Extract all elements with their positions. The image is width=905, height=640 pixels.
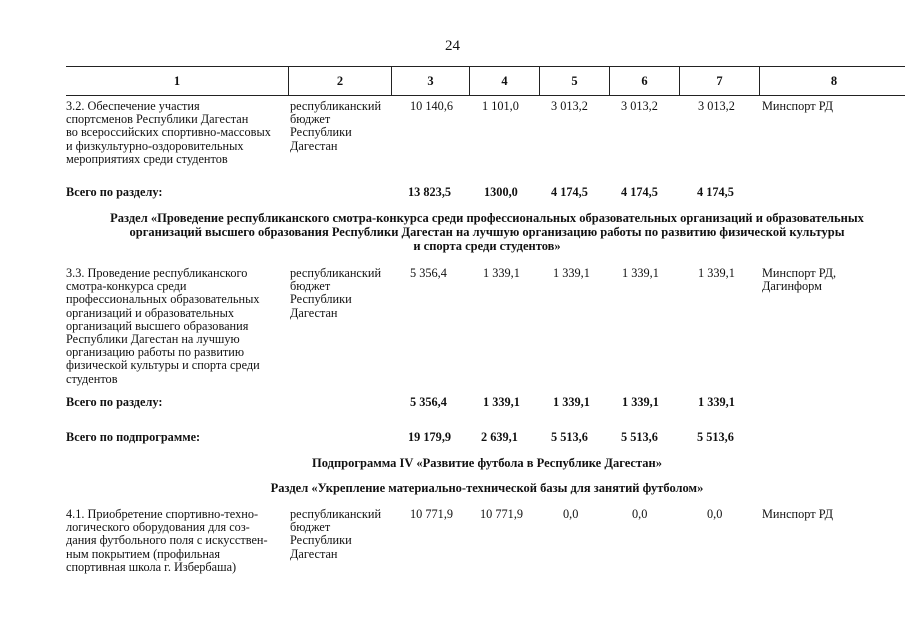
subprogram-total-col6: 5 513,6: [621, 430, 658, 444]
row-3-3-col4: 1 339,1: [483, 266, 520, 280]
section-total-2-col6: 1 339,1: [622, 395, 659, 409]
col-header-3: 3: [391, 67, 469, 95]
row-3-2-col7: 3 013,2: [698, 99, 735, 113]
col-header-8: 8: [759, 67, 905, 95]
section-total-col7: 4 174,5: [697, 185, 734, 199]
subprogram-title: Подпрограмма IV «Развитие футбола в Республике Дагестан»: [312, 456, 662, 470]
row-4-1-col5: 0,0: [563, 507, 579, 521]
row-4-1-col3: 10 771,9: [410, 507, 454, 521]
section-total-label: Всего по разделу:: [66, 185, 163, 199]
col-header-7: 7: [679, 67, 759, 95]
section-total-2-col5: 1 339,1: [553, 395, 590, 409]
row-3-2-col3: 10 140,6: [410, 99, 454, 113]
row-3-3-col6: 1 339,1: [622, 266, 659, 280]
row-3-2-col6: 3 013,2: [621, 99, 658, 113]
section-title-review: Раздел «Проведение республиканского смотра-конкурса среди профессиональных образовательных организаций и образовательных организаций высшего образования Республики Дагестан на лучшую организацию работы по развитию физической культуры и спорта среди студентов»: [110, 211, 864, 253]
row-3-2-source: республиканский бюджет Республики Дагестан: [290, 99, 382, 153]
row-3-2-executor: Минспорт РД: [762, 99, 834, 113]
col-header-1: 1: [173, 74, 181, 88]
row-4-1-executor: Минспорт РД: [762, 507, 834, 521]
col-header-5: 5: [539, 67, 609, 95]
row-3-3-col7: 1 339,1: [698, 266, 735, 280]
subprogram-total-col7: 5 513,6: [697, 430, 734, 444]
row-3-3-col5: 1 339,1: [553, 266, 590, 280]
row-3-2-col4: 1 101,0: [482, 99, 519, 113]
subprogram-total-col3: 19 179,9: [408, 430, 452, 444]
col-header-2: 2: [288, 67, 391, 95]
row-4-1-col6: 0,0: [632, 507, 648, 521]
row-3-3-executor: Минспорт РД, Дагинформ: [762, 266, 837, 294]
section-title-football: Раздел «Укрепление материально-технической базы для занятий футболом»: [270, 481, 704, 495]
section-total-2-col7: 1 339,1: [698, 395, 735, 409]
row-4-1-col4: 10 771,9: [480, 507, 524, 521]
section-total-2-col3: 5 356,4: [410, 395, 447, 409]
section-total-label-2: Всего по разделу:: [66, 395, 163, 409]
subprogram-total-col4: 2 639,1: [481, 430, 518, 444]
subprogram-total-label: Всего по подпрограмме:: [66, 430, 201, 444]
section-total-col5: 4 174,5: [551, 185, 588, 199]
section-total-col4: 1300,0: [484, 185, 518, 199]
row-3-3-col3: 5 356,4: [410, 266, 447, 280]
col-header-4: 4: [469, 67, 539, 95]
page-number: 24: [445, 38, 460, 54]
section-total-col3: 13 823,5: [408, 185, 452, 199]
section-total-col6: 4 174,5: [621, 185, 658, 199]
row-3-2-col5: 3 013,2: [551, 99, 588, 113]
section-total-2-col4: 1 339,1: [483, 395, 520, 409]
row-4-1-description: 4.1. Приобретение спортивно-техно- логического оборудования для соз- дания футбольного поля с искусствен- ным покрытием (профильная спортивная школа г. Избербаша): [66, 507, 268, 574]
row-3-3-description: 3.3. Проведение республиканского смотра-конкурса среди профессиональных образовательных организаций и образовательных организаций высшего образования Республики Дагестан на лучшую организацию работы по развитию физической культуры и спорта среди студентов: [66, 266, 260, 386]
row-3-3-source: республиканский бюджет Республики Дагестан: [290, 266, 382, 320]
row-4-1-source: республиканский бюджет Республики Дагестан: [290, 507, 382, 561]
table-header: [66, 66, 905, 96]
subprogram-total-col5: 5 513,6: [551, 430, 588, 444]
row-4-1-col7: 0,0: [707, 507, 723, 521]
col-header-6: 6: [609, 67, 679, 95]
row-3-2-description: 3.2. Обеспечение участия спортсменов Республики Дагестан во всероссийских спортивно-массовых и физкультурно-оздоровительных мероприятиях среди студентов: [66, 99, 271, 166]
